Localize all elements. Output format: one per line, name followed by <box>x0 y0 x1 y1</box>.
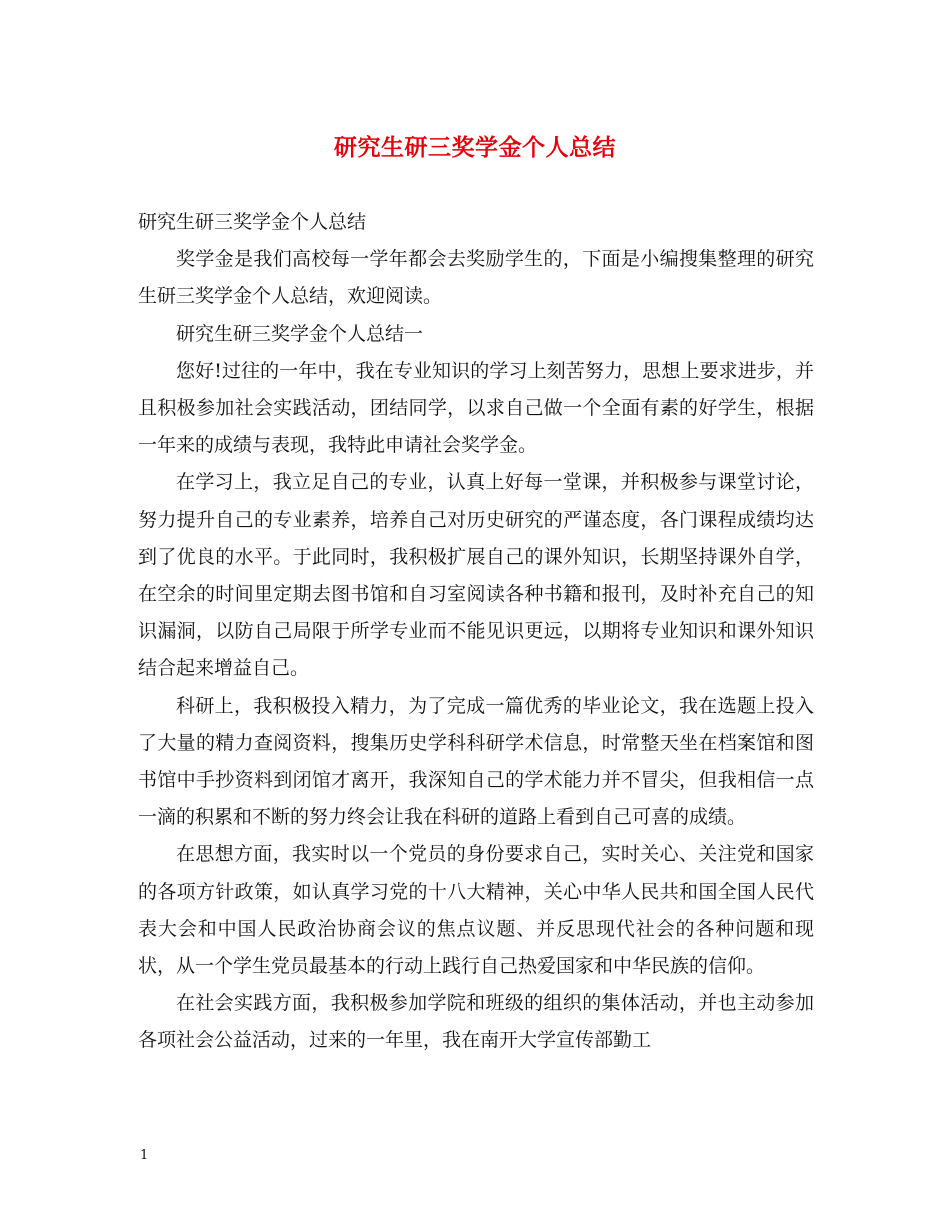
body-paragraph: 您好!过往的一年中，我在专业知识的学习上刻苦努力，思想上要求进步，并且积极参加社会实践活动，团结同学，以求自己做一个全面有素的好学生，根据一年来的成绩与表现，我特此申请社会奖学金。 <box>138 359 814 457</box>
body-paragraph: 在社会实践方面，我积极参加学院和班级的组织的集体活动，并也主动参加各项社会公益活动，过来的一年里，我在南开大学宣传部勤工 <box>138 992 814 1052</box>
document-body <box>138 204 814 1060</box>
document-subtitle: 研究生研三奖学金个人总结 <box>138 211 367 233</box>
body-paragraph: 在学习上，我立足自己的专业，认真上好每一堂课，并积极参与课堂讨论，努力提升自己的专业素养，培养自己对历史研究的严谨态度，各门课程成绩均达到了优良的水平。于此同时，我积极扩展自己的课外知识，长期坚持课外自学，在空余的时间里定期去图书馆和自习室阅读各种书籍和报刊，及时补充自己的知识漏洞，以防自己局限于所学专业而不能见识更远，以期将专业知识和课外知识结合起来增益自己。 <box>138 471 814 680</box>
section-heading: 研究生研三奖学金个人总结一 <box>176 322 424 345</box>
body-paragraph: 科研上，我积极投入精力，为了完成一篇优秀的毕业论文，我在选题上投入了大量的精力查阅资料，搜集历史学科科研学术信息，时常整天坐在档案馆和图书馆中手抄资料到闭馆才离开，我深知自己的学术能力并不冒尖，但我相信一点一滴的积累和不断的努力终会让我在科研的道路上看到自己可喜的成绩。 <box>138 694 814 829</box>
body-paragraph: 在思想方面，我实时以一个党员的身份要求自己，实时关心、关注党和国家的各项方针政策，如认真学习党的十八大精神，关心中华人民共和国全国人民代表大会和中国人民政治协商会议的焦点议题、并反思现代社会的各种问题和现状，从一个学生党员最基本的行动上践行自己热爱国家和中华民族的信仰。 <box>138 843 814 978</box>
page-number: 1 <box>140 1148 149 1163</box>
document-title: 研究生研三奖学金个人总结 <box>334 134 616 161</box>
intro-paragraph: 奖学金是我们高校每一学年都会去奖励学生的，下面是小编搜集整理的研究生研三奖学金个人总结，欢迎阅读。 <box>138 248 814 308</box>
